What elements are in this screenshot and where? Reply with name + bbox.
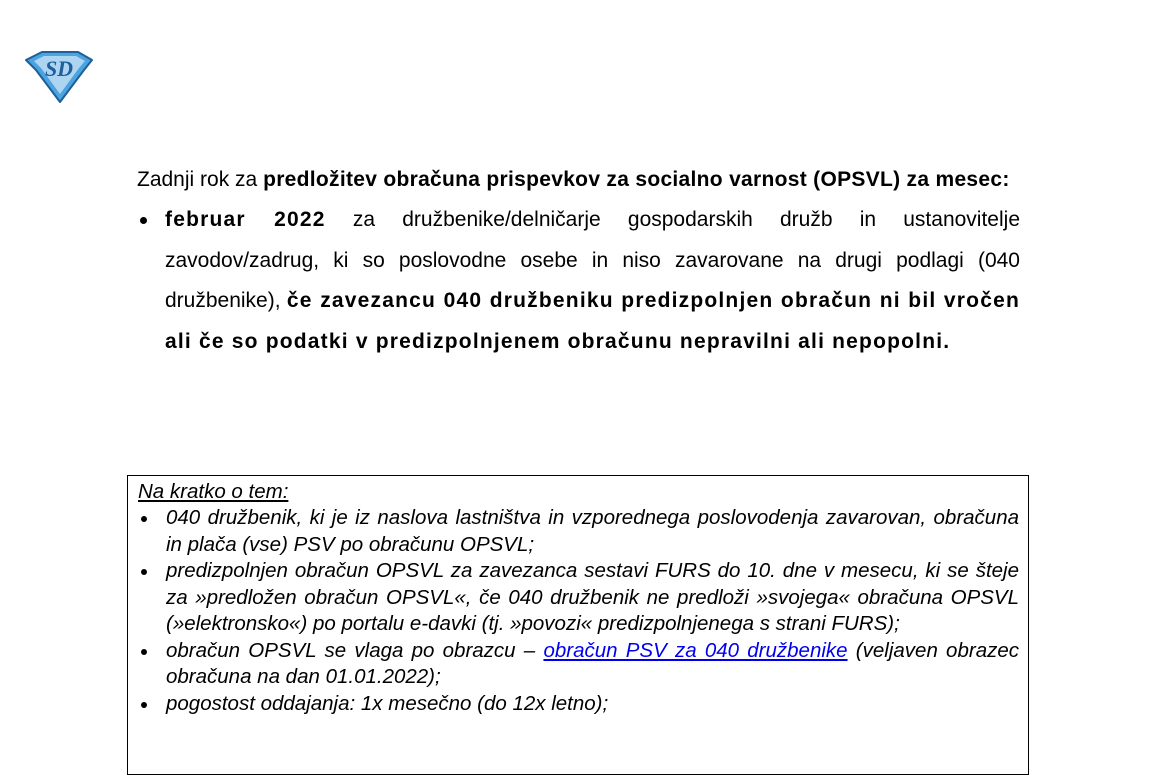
bullet-bold-start: februar 2022 (165, 208, 326, 231)
intro-prefix: Zadnji rok za (137, 168, 264, 191)
list-item: predizpolnjen obračun OPSVL za zavezanca sestavi FURS do 10. dne v mesecu, ki se šteje za »predložen obračun OPSVL«, če 040 družbenik ne predloži »svojega« obračuna OPSVL (»elektronsko«) po portalu e-davki (tj. »povozi« predizpolnjenega s strani FURS); (138, 558, 1019, 638)
intro-paragraph (137, 160, 1020, 200)
logo-text: SD (44, 56, 74, 81)
deadline-list (137, 200, 1020, 362)
form-link[interactable]: obračun PSV za 040 družbenike (543, 638, 848, 662)
list-item: pogostost oddajanja: 1x mesečno (do 12x letno); (138, 691, 1019, 718)
company-logo (22, 48, 96, 104)
item-text: (veljaven obrazec obračuna na dan 01.01.2022); (166, 638, 1019, 688)
intro-bold: predložitev obračuna prispevkov za socialno varnost (OPSVL) za mesec: (263, 168, 1010, 191)
summary-list (138, 505, 1019, 717)
list-item: 040 družbenik, ki je iz naslova lastništva in vzporednega poslovodenja zavarovan, obračuna in plača (vse) PSV po obračunu OPSVL; (138, 505, 1019, 558)
bullet-bold-end: če zavezancu 040 družbeniku predizpolnjen obračun ni bil vročen ali če so podatki v predizpolnjenem obračunu nepravilni ali nepopolni. (165, 289, 1020, 353)
bullet-text: za družbenike/delničarje gospodarskih družb in ustanovitelje zavodov/zadrug, ki so poslovodne osebe in niso zavarovane na drugi podlagi (040 družbenike), (165, 208, 1020, 312)
list-item (138, 638, 1019, 691)
item-text: obračun OPSVL se vlaga po obrazcu – (166, 638, 544, 662)
summary-box (127, 475, 1029, 775)
main-content (137, 160, 1020, 362)
summary-title: Na kratko o tem: (138, 480, 289, 503)
list-item (137, 200, 1020, 362)
